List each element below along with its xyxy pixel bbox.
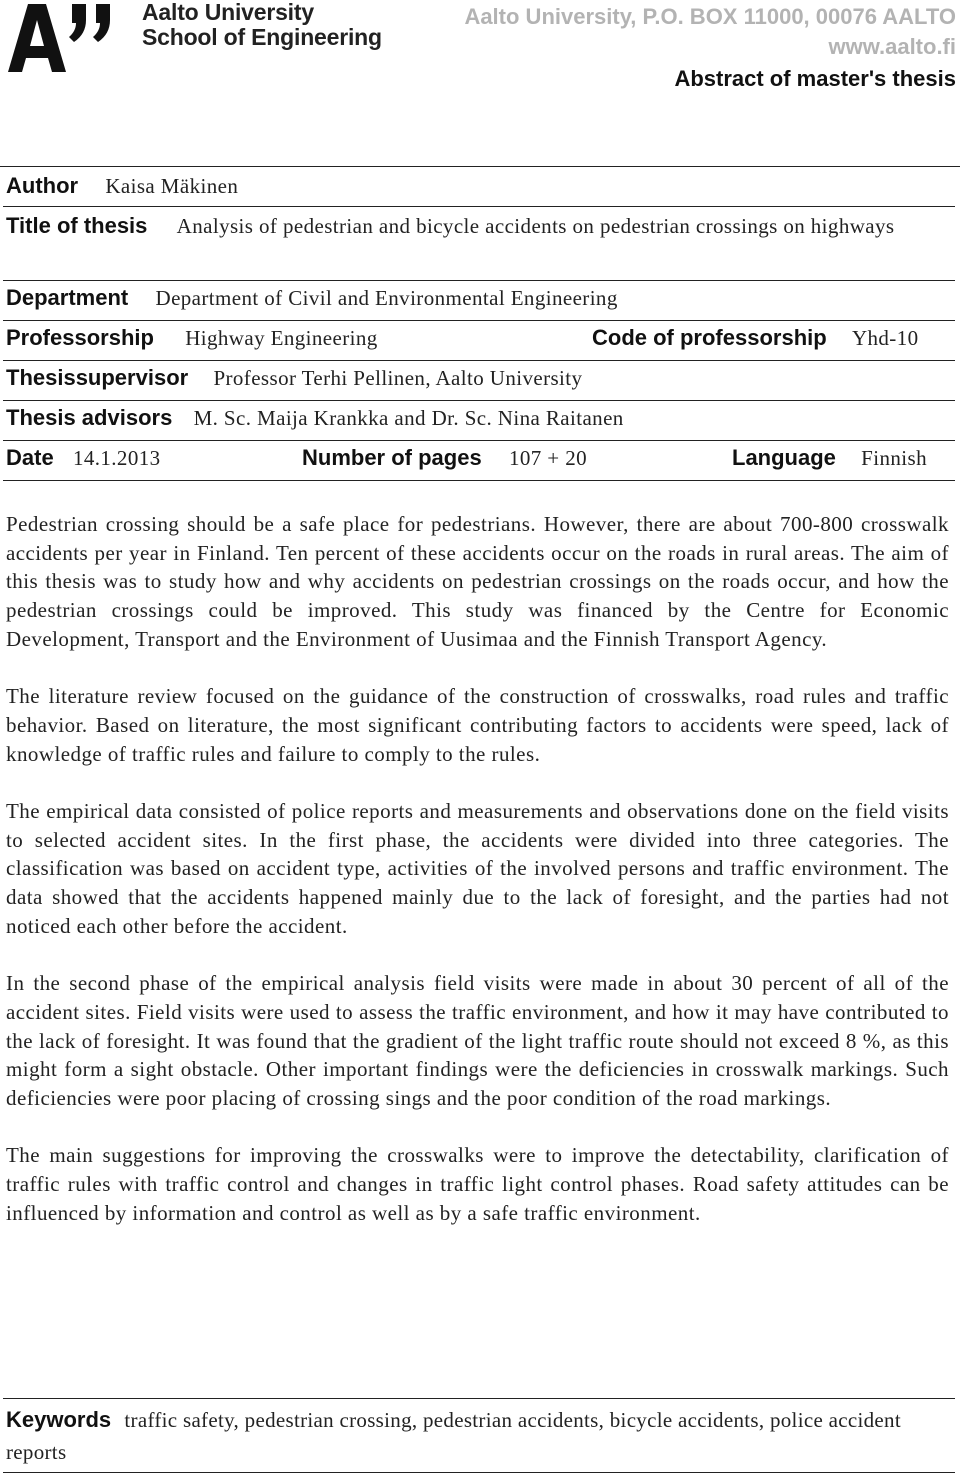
divider (3, 1472, 955, 1473)
university-line-1: Aalto University (142, 0, 314, 25)
code-label: Code of professorship (592, 325, 827, 350)
divider (3, 440, 955, 441)
code-value: Yhd-10 (851, 326, 919, 350)
supervisor-label: Thesissupervisor (6, 365, 189, 390)
divider (3, 320, 955, 321)
author-row (6, 170, 951, 202)
language-value: Finnish (861, 446, 927, 470)
keywords-row (6, 1404, 951, 1468)
code-group (592, 322, 919, 354)
keywords-label: Keywords (6, 1407, 112, 1432)
divider (3, 206, 955, 207)
department-label: Department (6, 285, 129, 310)
abstract-paragraph-1: Pedestrian crossing should be a safe place for pedestrians. However, there are about 700-800 crosswalk accidents per year in Finland. Ten percent of these accidents occur on the roads in rural areas. The aim of this thesis was to study how and why accidents on pedestrian crossings on the roads occur, and how the pedestrian crossings could be improved. This study was financed by the Centre for Economic Development, Transport and the Environment of Uusimaa and the Finnish Transport Agency. (6, 512, 949, 651)
author-label: Author (6, 173, 79, 198)
advisors-value: M. Sc. Maija Krankka and Dr. Sc. Nina Raitanen (193, 406, 624, 430)
pages-value: 107 + 20 (508, 446, 587, 470)
supervisor-value: Professor Terhi Pellinen, Aalto University (213, 366, 583, 390)
aalto-logo-icon (8, 2, 128, 74)
professorship-label: Professorship (6, 325, 154, 350)
language-label: Language (732, 445, 836, 470)
divider (0, 166, 960, 167)
title-value: Analysis of pedestrian and bicycle accidents on pedestrian crossings on highways (176, 214, 895, 238)
website-link[interactable]: www.aalto.fi (828, 34, 956, 59)
document-type: Abstract of master's thesis (674, 66, 956, 91)
divider (3, 280, 955, 281)
supervisor-row (6, 362, 951, 394)
divider (3, 1398, 955, 1399)
university-name (142, 0, 382, 50)
date-label: Date (6, 445, 54, 470)
pages-label: Number of pages (302, 445, 482, 470)
university-line-2: School of Engineering (142, 24, 382, 50)
advisors-label: Thesis advisors (6, 405, 173, 430)
keywords-value: traffic safety, pedestrian crossing, pedestrian accidents, bicycle accidents, police accident reports (6, 1408, 901, 1464)
department-row (6, 282, 951, 314)
title-label: Title of thesis (6, 213, 148, 238)
divider (3, 400, 955, 401)
abstract-paragraph-2: The literature review focused on the guidance of the construction of crosswalks, road rules and traffic behavior. Based on literature, the most significant contributing factors to accidents were speed, lack of knowledge of traffic rules and failure to comply to the rules. (6, 684, 949, 766)
abstract-paragraph-5: The main suggestions for improving the crosswalks were to improve the detectability, clarification of traffic rules with traffic control and changes in traffic light control phases. Road safety attitudes can be influenced by information and control as well as by a safe traffic environment. (6, 1143, 949, 1225)
date-row (6, 442, 951, 474)
language-group (732, 442, 927, 474)
title-row (6, 210, 951, 242)
professorship-row (6, 322, 951, 354)
divider (3, 360, 955, 361)
postal-address: Aalto University, P.O. BOX 11000, 00076 AALTO (464, 4, 956, 29)
abstract-paragraph-3: The empirical data consisted of police reports and measurements and observations done on the field visits to selected accident sites. In the first phase, the accidents were divided into three categories. The classification was based on accident type, activities of the involved persons and traffic environment. The data showed that the accidents happened mainly due to the lack of foresight, and the parties had not noticed each other before the accident. (6, 799, 949, 938)
date-value: 14.1.2013 (72, 446, 161, 470)
pages-group (302, 442, 587, 474)
abstract-body (6, 510, 949, 1256)
header-contact (464, 2, 956, 94)
professorship-value: Highway Engineering (185, 326, 378, 350)
department-value: Department of Civil and Environmental Engineering (155, 286, 618, 310)
author-value: Kaisa Mäkinen (105, 174, 239, 198)
divider (3, 480, 955, 481)
abstract-paragraph-4: In the second phase of the empirical analysis field visits were made in about 30 percent of all of the accident sites. Field visits were used to assess the traffic environment, and how it may have contributed to the lack of foresight. It was found that the gradient of the light traffic route should not exceed 8 %, as this might form a sight obstacle. Other important findings were the deficiencies in crosswalk markings. Such deficiencies were poor placing of crossing sings and the poor condition of the road markings. (6, 971, 949, 1111)
advisors-row (6, 402, 951, 434)
